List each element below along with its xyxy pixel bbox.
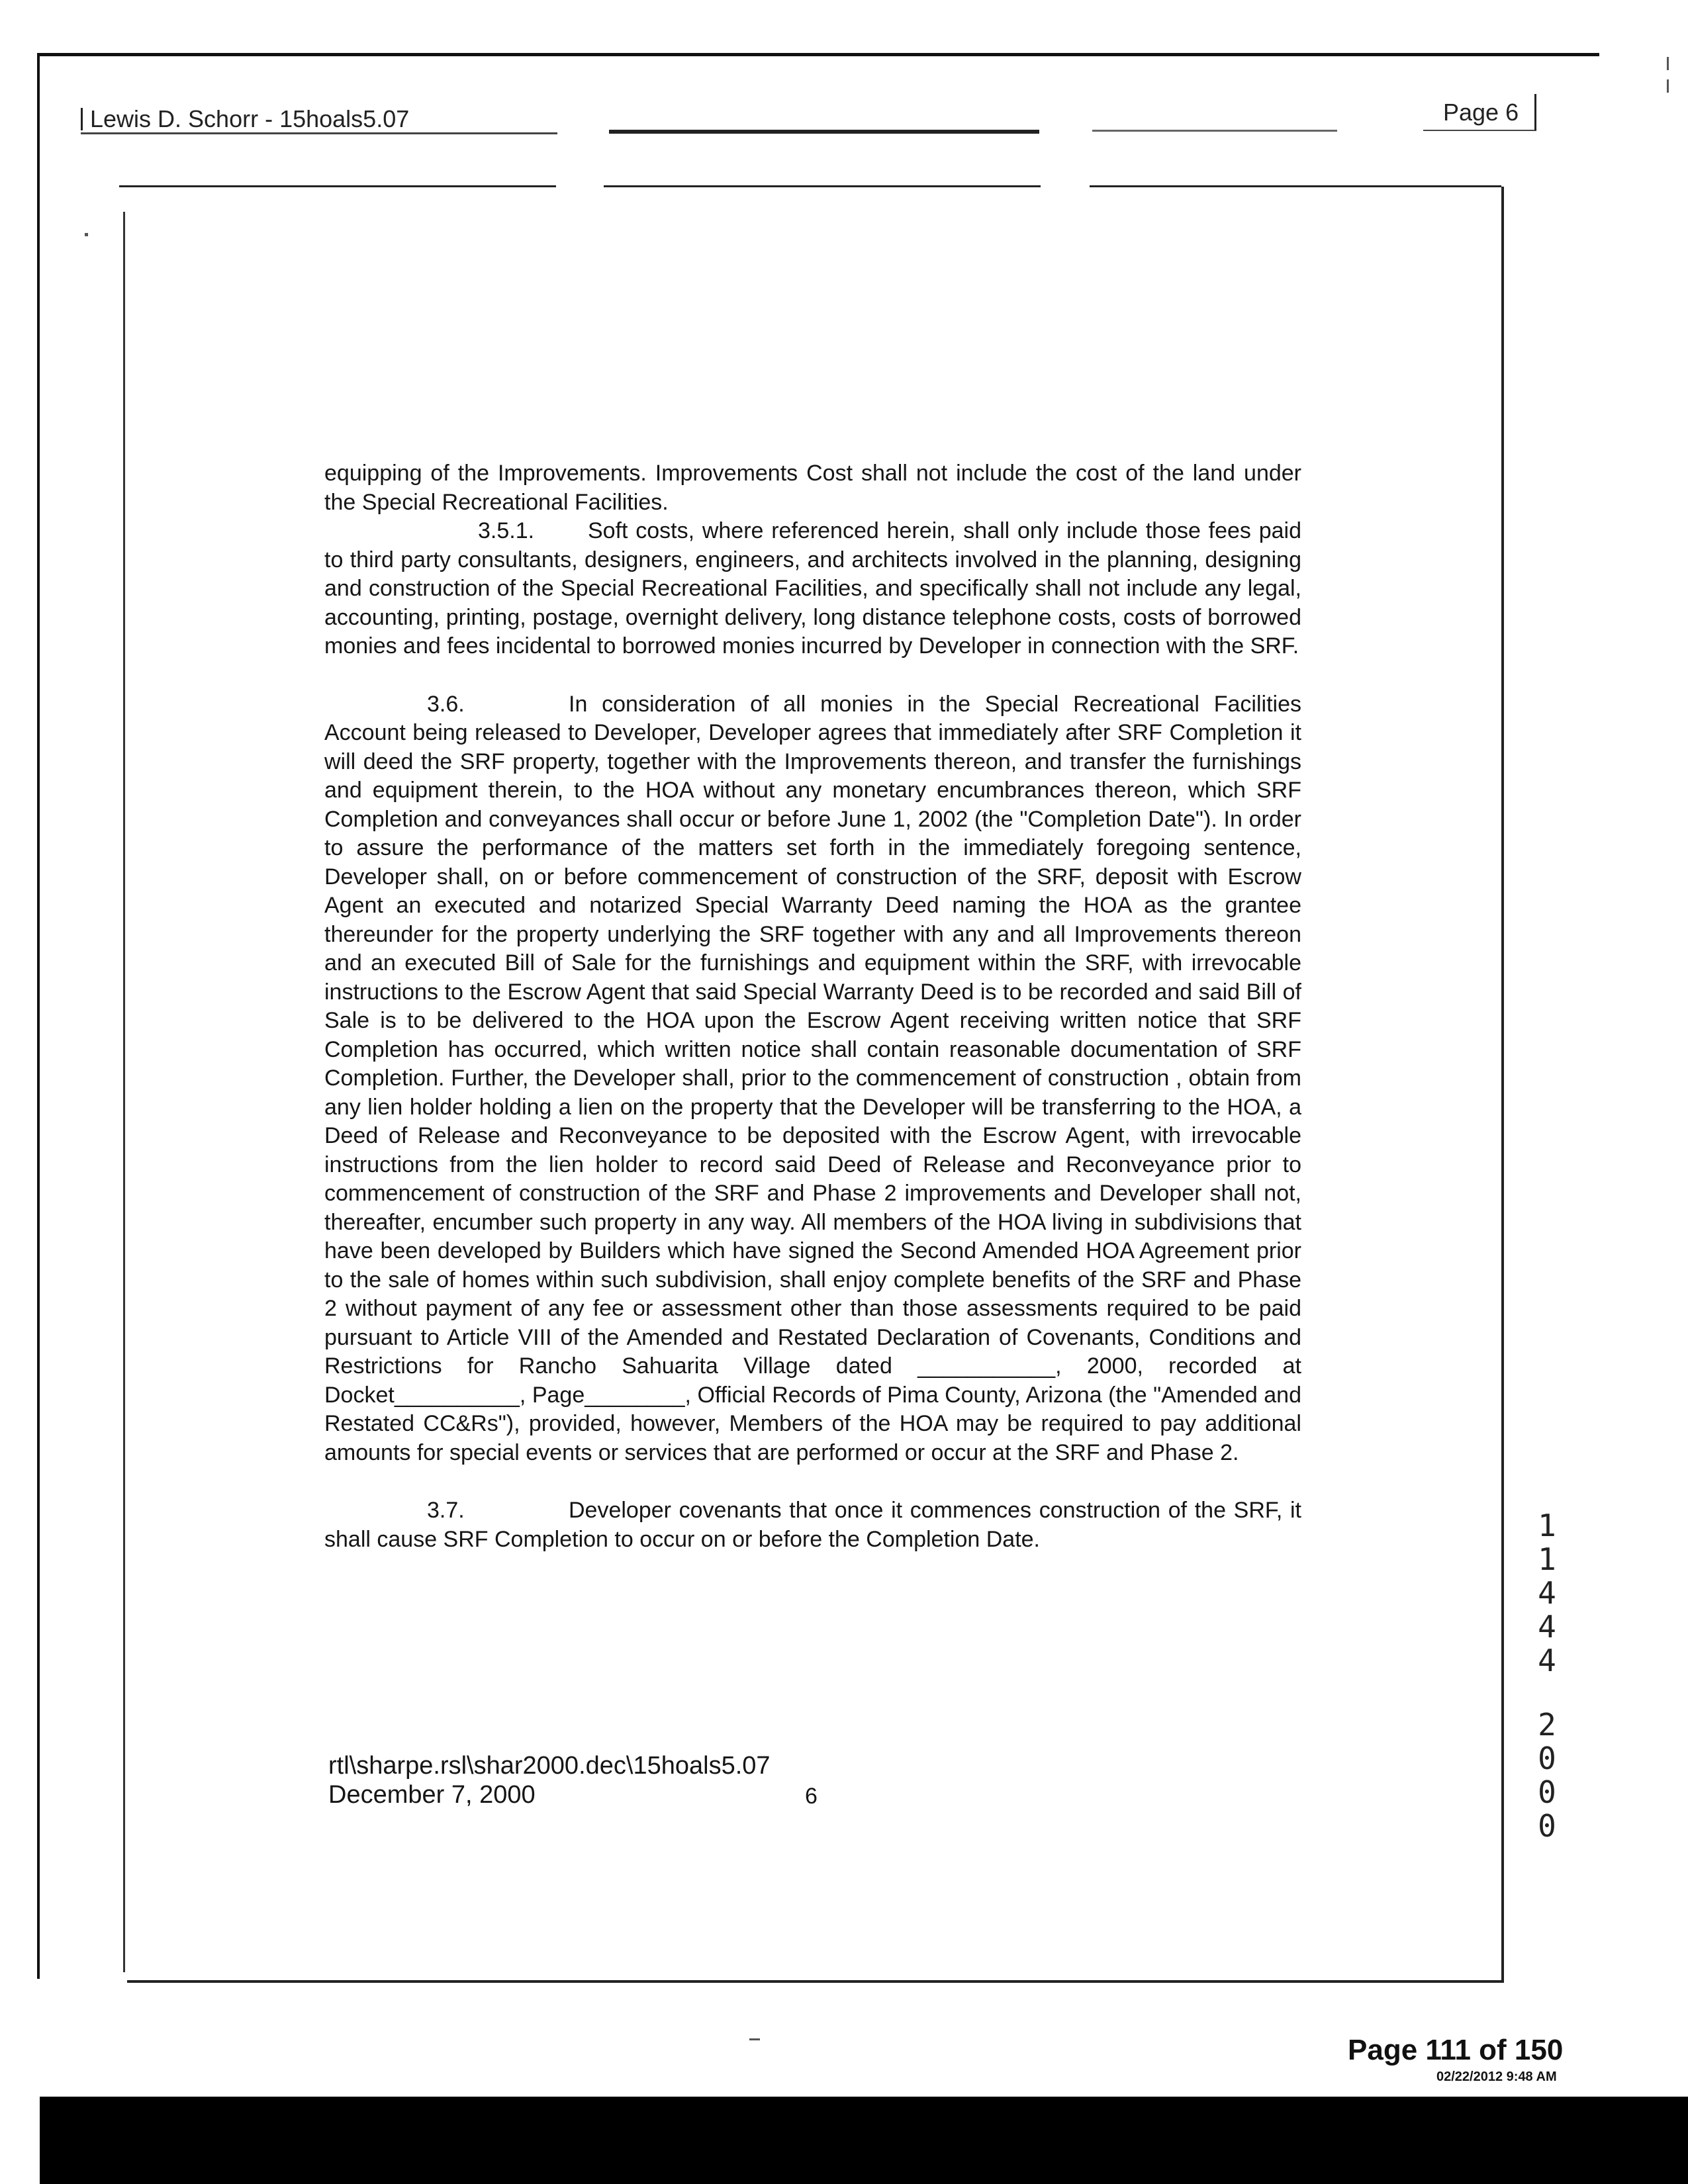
header-divider <box>609 130 1039 134</box>
stamp-digit: 1 <box>1538 1508 1556 1543</box>
paragraph-text: Soft costs, where referenced herein, shall only include those fees paid to third party consultants, designers, engineers, and architects involved in the planning, designing and construction of the Special Recreational Facilities, and specifically shall not include any legal, accounting, printing, postage, overnight delivery, long distance telephone costs, costs of borrowed monies and fees incidental to borrowed monies incurred by Developer in connection with the SRF. <box>324 518 1301 659</box>
stamp-digit: 2 <box>1538 1707 1556 1743</box>
frame-left-rule <box>123 212 125 1972</box>
header-divider <box>1092 130 1337 132</box>
document-body <box>324 459 1301 1554</box>
recorder-page-count: Page 111 of 150 <box>1348 2034 1564 2066</box>
stamp-digit: 4 <box>1538 1575 1556 1611</box>
recording-stamp <box>1530 1509 1564 1843</box>
stamp-digit: 0 <box>1538 1808 1556 1844</box>
section-number: 3.6. <box>427 691 465 717</box>
scan-speck <box>1667 79 1669 93</box>
stamp-digit: 4 <box>1538 1643 1556 1678</box>
paragraph-improvements-cost: equipping of the Improvements. Improvements Cost shall not include the cost of the land under the Special Recreational Facilities. <box>324 461 1301 515</box>
scan-bottom-bar <box>40 2097 1688 2184</box>
recorder-timestamp: 02/22/2012 9:48 AM <box>1436 2070 1557 2084</box>
paragraph-srf-conveyance <box>324 690 1301 1468</box>
paragraph-text: Developer covenants that once it commences construction of the SRF, it shall cause SRF Completion to occur on or before the Completion Date. <box>324 1498 1301 1552</box>
header-title: Lewis D. Schorr - 15hoals5.07 <box>90 105 410 132</box>
header-page-label: Page 6 <box>1443 99 1519 126</box>
header-underline <box>81 132 557 134</box>
paragraph-soft-costs <box>324 517 1301 661</box>
stamp-digit: 4 <box>1538 1609 1556 1645</box>
stamp-digit: 0 <box>1538 1774 1556 1810</box>
scan-speck <box>85 233 88 236</box>
scan-speck <box>1667 57 1669 70</box>
section-number: 3.7. <box>427 1498 465 1523</box>
scan-speck <box>749 2038 760 2040</box>
footer-date: December 7, 2000 <box>328 1781 536 1809</box>
paragraph-completion-covenant <box>324 1496 1301 1554</box>
scan-top-rule <box>37 53 1599 56</box>
paragraph-text: In consideration of all monies in the Special Recreational Facilities Account being released to Developer, Developer agrees that immediately after SRF Completion it will deed the SRF property, together with the Improvements thereon, and transfer the furnishings and equipment therein, to the HOA without any monetary encumbrances thereon, which SRF Completion and conveyances shall occur or before June 1, 2002 (the "Completion Date"). In order to assure the performance of the matters set forth in the immediately foregoing sentence, Developer shall, on or before commencement of construction of the SRF, deposit with Escrow Agent an executed and notarized Special Warranty Deed naming the HOA as the grantee thereunder for the property underlying the SRF together with any and all Improvements thereon and an executed Bill of Sale for the furnishings and equipment within the SRF, with irrevocable instructions to the Escrow Agent that said Special Warranty Deed is to be recorded and said Bill of Sale is to be delivered to the HOA upon the Escrow Agent receiving written notice that SRF Completion has occurred, which written notice shall contain reasonable documentation of SRF Completion. Further, the Developer shall, prior to the commencement of construction , obtain from any lien holder holding a lien on the property that the Developer will be transferring to the HOA, a Deed of Release and Reconveyance to be deposited with the Escrow Agent, with irrevocable instructions from the lien holder to record said Deed of Release and Reconveyance prior to commencement of construction of the SRF and Phase 2 improvements and Developer shall not, thereafter, encumber such property in any way. All members of the HOA living in subdivisions that have been developed by Builders which have signed the Second Amended HOA Agreement prior to the sale of homes within such subdivision, shall enjoy complete benefits of the SRF and Phase 2 without payment of any fee or assessment other than those assessments required to be paid pursuant to Article VIII of the Amended and Restated Declaration of Covenants, Conditions and Restrictions for Rancho Sahuarita Village dated ___________, 2000, recorded at Docket__________, Page________, Official Records of Pima County, Arizona (the "Amended and Restated CC&Rs"), provided, however, Members of the HOA may be required to pay additional amounts for special events or services that are performed or occur at the SRF and Phase 2. <box>324 691 1301 1465</box>
footer-page-number: 6 <box>805 1784 818 1809</box>
scan-left-edge <box>37 53 40 1979</box>
section-number: 3.5.1. <box>478 518 535 543</box>
stamp-digit: 1 <box>1538 1541 1556 1577</box>
stamp-digit: 0 <box>1538 1741 1556 1776</box>
footer-file-path: rtl\sharpe.rsl\shar2000.dec\15hoals5.07 <box>328 1752 771 1780</box>
